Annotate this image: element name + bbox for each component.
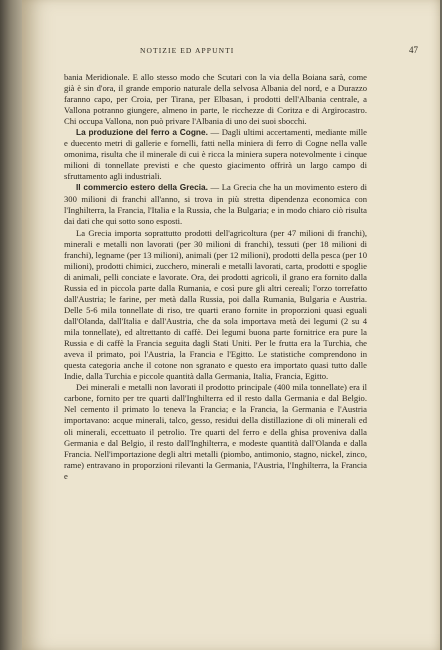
body-text — [64, 72, 367, 482]
page-header — [140, 45, 418, 55]
running-title: NOTIZIE ED APPUNTI — [140, 46, 235, 55]
paragraph-cogne: La produzione del ferro a Cogne. — Dagli ultimi accertamenti, mediante mille e duecento metri di gallerie e fornelli, fatti nella miniera di ferro di Cogne nella valle omonima, risulta che il minerale di cui è ricca la miniera supera notevolmente i cinque milioni di tonnellate previsti e che questo giacimento offrirà un largo campo di sfruttamento agli industriali. — [64, 127, 367, 182]
page-number: 47 — [409, 45, 418, 55]
paragraph-grecia-minerals: Dei minerali e metalli non lavorati il prodotto principale (400 mila tonnellate) era il carbone, fornito per tre quarti dall'Inghilterra ed il resto dalla Germania e dal Belgio. Nel cemento il primato lo teneva la Francia; e la Francia, la Germania e l'Austria importavano: acque minerali, talco, gesso, residui della distillazione di oli minerali ed oli minerali, eccettuato il petrolio. Tre quarti del ferro e della ghisa proveniva dalla Germania e dal Belgio, il resto dall'Inghilterra, e modeste quantità dall'Olanda e dalla Francia. Nell'importazione degli altri metalli (piombo, antimonio, stagno, nickel, zinco, rame) entravano in proporzioni rilevanti la Germania, l'Austria, l'Inghilterra, la Francia e — [64, 382, 367, 481]
paragraph-grecia-intro: Il commercio estero della Grecia. — La Grecia che ha un movimento estero di 300 milioni di franchi all'anno, si trova in più stretta dipendenza economica con l'Inghilterra, la Francia, l'Italia e la Russia, che la Bulgaria; e in modo chiaro ciò risulta dai dati che qui sotto sono esposti. — [64, 182, 368, 226]
paragraph-albania: bania Meridionale. E allo stesso modo che Scutari con la via della Boiana sarà, come già è sin d'ora, il grande emporio naturale della selvosa Albania del nord, e a Durazzo faranno capo, per Croia, per Tirana, per Elbasan, i prodotti dell'Albania centrale, a Vallona potranno giungere, almeno in parte, le ricchezze di Coritza e di Argirocastro. Chi occupa Vallona, non può privare l'Albania di uno dei suoi sbocchi. — [64, 72, 367, 127]
section-heading-cogne: La produzione del ferro a Cogne. — [76, 127, 208, 138]
book-spine — [0, 0, 24, 650]
paragraph-grecia-imports: La Grecia importa soprattutto prodotti dell'agricoltura (per 47 milioni di franchi), minerali e metalli non lavorati (per 30 milioni di franchi), tessuti (per 18 milioni di franchi), legname (per 13 milioni), animali (per 12 milioni), prodotti della pesca (per 10 milioni), prodotti chimici, zucchero, minerali e metalli lavorati, carta, prodotti e spoglie di animali, pelli conciate e lavorate. Ora, dei prodotti agricoli, il grano era fornito dalla Russia ed in piccola parte dalla Rumania, e così pure gli altri cereali; l'orzo torrefatto dall'Austria; le farine, per metà dalla Russia, poi dalla Rumania, Bulgaria e Austria. Delle 5-6 mila tonnellate di riso, tre quarti erano fornite in proporzioni quasi eguali dall'Olanda, dall'Italia e dall'Austria, che da sola importava metà dei legumi (2 su 4 mila tonnellate), ed altrettanto di caffè. Dei legumi buona parte fornitrice era pure la Russia e di caffè la Francia seguita dagli Stati Uniti. Per le frutta era la Turchia, che aveva il primato, poi l'Austria, la Francia e l'Egitto. Le statistiche comprendono in questa categoria anche il cotone non sgranato e questo era importato quasi tutto dalle Indie, dalla Turchia e piccole quantità dalla Germania, Italia, Francia, Egitto. — [64, 227, 367, 382]
section-heading-grecia: Il commercio estero della Grecia. — [76, 182, 208, 193]
